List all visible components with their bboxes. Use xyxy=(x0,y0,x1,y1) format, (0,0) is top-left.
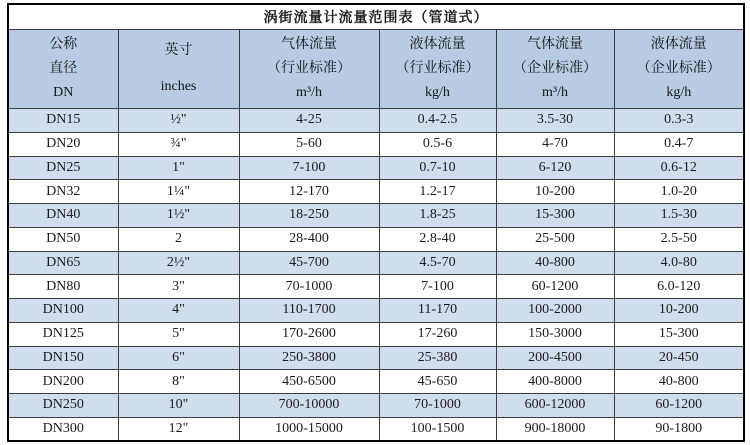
header-liquid-industry xyxy=(379,30,496,109)
table-row xyxy=(8,275,744,299)
dn-cell: DN15 xyxy=(8,109,118,133)
table-row xyxy=(8,417,744,441)
liquid-industry-cell: 0.5-6 xyxy=(379,132,496,156)
header-gas-industry-line1: 气体流量 xyxy=(281,37,337,52)
header-inches-line1: 英寸 xyxy=(164,43,193,58)
gas-enterprise-cell: 60-1200 xyxy=(496,275,614,299)
dn-cell: DN25 xyxy=(8,156,118,180)
gas-industry-cell: 170-2600 xyxy=(239,322,379,346)
gas-industry-cell: 700-10000 xyxy=(239,394,379,418)
dn-cell: DN100 xyxy=(8,299,118,323)
header-gas-enterprise xyxy=(496,30,614,109)
dn-cell: DN32 xyxy=(8,180,118,204)
inches-cell: 5" xyxy=(118,322,239,346)
inches-cell: 1¼" xyxy=(118,180,239,204)
liquid-industry-cell: 1.8-25 xyxy=(379,204,496,228)
liquid-enterprise-cell: 1.0-20 xyxy=(614,180,744,204)
inches-cell: 6" xyxy=(118,346,239,370)
gas-enterprise-cell: 200-4500 xyxy=(496,346,614,370)
gas-industry-cell: 5-60 xyxy=(239,132,379,156)
gas-industry-cell: 110-1700 xyxy=(239,299,379,323)
liquid-industry-cell: 11-170 xyxy=(379,299,496,323)
table-row xyxy=(8,322,744,346)
liquid-enterprise-cell: 90-1800 xyxy=(614,417,744,441)
inches-cell: 2 xyxy=(118,227,239,251)
inches-cell: 10" xyxy=(118,394,239,418)
gas-enterprise-cell: 400-8000 xyxy=(496,370,614,394)
header-liquid-enterprise xyxy=(614,30,744,109)
liquid-enterprise-cell: 15-300 xyxy=(614,322,744,346)
liquid-enterprise-cell: 40-800 xyxy=(614,370,744,394)
gas-enterprise-cell: 6-120 xyxy=(496,156,614,180)
gas-industry-cell: 450-6500 xyxy=(239,370,379,394)
dn-cell: DN125 xyxy=(8,322,118,346)
header-liquid-industry-line1: 液体流量 xyxy=(409,37,466,52)
liquid-industry-cell: 2.8-40 xyxy=(379,227,496,251)
dn-cell: DN250 xyxy=(8,394,118,418)
liquid-industry-cell: 100-1500 xyxy=(379,417,496,441)
liquid-industry-cell: 1.2-17 xyxy=(379,180,496,204)
liquid-enterprise-cell: 0.4-7 xyxy=(614,132,744,156)
inches-cell: 1½" xyxy=(118,204,239,228)
dn-cell: DN65 xyxy=(8,251,118,275)
inches-cell: ½" xyxy=(118,109,239,133)
header-liquid-enterprise-line2: （企业标准） xyxy=(636,61,721,76)
inches-cell: 1" xyxy=(118,156,239,180)
gas-enterprise-cell: 4-70 xyxy=(496,132,614,156)
gas-industry-cell: 7-100 xyxy=(239,156,379,180)
inches-cell: 12" xyxy=(118,417,239,441)
gas-enterprise-cell: 3.5-30 xyxy=(496,109,614,133)
table-row xyxy=(8,346,744,370)
gas-industry-cell: 4-25 xyxy=(239,109,379,133)
header-dn-line3: DN xyxy=(53,85,74,100)
table-title: 涡街流量计流量范围表（管道式） xyxy=(8,4,744,30)
dn-cell: DN20 xyxy=(8,132,118,156)
header-liquid-enterprise-unit: kg/h xyxy=(666,85,692,100)
gas-enterprise-cell: 900-18000 xyxy=(496,417,614,441)
header-liquid-industry-line2: （行业标准） xyxy=(395,61,480,76)
header-gas-industry-unit: m³/h xyxy=(296,85,322,100)
liquid-enterprise-cell: 20-450 xyxy=(614,346,744,370)
liquid-industry-cell: 0.4-2.5 xyxy=(379,109,496,133)
header-gas-enterprise-unit: m³/h xyxy=(542,85,568,100)
gas-enterprise-cell: 150-3000 xyxy=(496,322,614,346)
header-dn xyxy=(8,30,118,109)
liquid-enterprise-cell: 10-200 xyxy=(614,299,744,323)
gas-industry-cell: 45-700 xyxy=(239,251,379,275)
flow-range-table xyxy=(7,3,745,442)
liquid-industry-cell: 0.7-10 xyxy=(379,156,496,180)
inches-cell: 8" xyxy=(118,370,239,394)
inches-cell: ¾" xyxy=(118,132,239,156)
table-row xyxy=(8,204,744,228)
liquid-enterprise-cell: 0.3-3 xyxy=(614,109,744,133)
liquid-industry-cell: 4.5-70 xyxy=(379,251,496,275)
table-row xyxy=(8,227,744,251)
liquid-industry-cell: 45-650 xyxy=(379,370,496,394)
table-row xyxy=(8,109,744,133)
gas-industry-cell: 250-3800 xyxy=(239,346,379,370)
header-gas-industry-line2: （行业标准） xyxy=(267,61,351,76)
liquid-industry-cell: 25-380 xyxy=(379,346,496,370)
gas-enterprise-cell: 15-300 xyxy=(496,204,614,228)
liquid-enterprise-cell: 60-1200 xyxy=(614,394,744,418)
liquid-enterprise-cell: 6.0-120 xyxy=(614,275,744,299)
inches-cell: 2½" xyxy=(118,251,239,275)
inches-cell: 3" xyxy=(118,275,239,299)
liquid-enterprise-cell: 1.5-30 xyxy=(614,204,744,228)
dn-cell: DN200 xyxy=(8,370,118,394)
inches-cell: 4" xyxy=(118,299,239,323)
header-gas-enterprise-line2: （企业标准） xyxy=(513,61,597,76)
table-row xyxy=(8,370,744,394)
dn-cell: DN150 xyxy=(8,346,118,370)
liquid-enterprise-cell: 2.5-50 xyxy=(614,227,744,251)
table-row xyxy=(8,132,744,156)
liquid-industry-cell: 7-100 xyxy=(379,275,496,299)
gas-industry-cell: 18-250 xyxy=(239,204,379,228)
header-gas-enterprise-line1: 气体流量 xyxy=(527,37,583,52)
liquid-enterprise-cell: 0.6-12 xyxy=(614,156,744,180)
header-gas-industry xyxy=(239,30,379,109)
header-liquid-enterprise-line1: 液体流量 xyxy=(650,37,707,52)
header-inches-line2: inches xyxy=(160,79,197,94)
liquid-industry-cell: 17-260 xyxy=(379,322,496,346)
gas-enterprise-cell: 600-12000 xyxy=(496,394,614,418)
dn-cell: DN40 xyxy=(8,204,118,228)
table-row xyxy=(8,299,744,323)
gas-enterprise-cell: 10-200 xyxy=(496,180,614,204)
dn-cell: DN50 xyxy=(8,227,118,251)
table-row xyxy=(8,251,744,275)
header-row xyxy=(8,30,744,109)
gas-industry-cell: 12-170 xyxy=(239,180,379,204)
gas-industry-cell: 70-1000 xyxy=(239,275,379,299)
table-row xyxy=(8,156,744,180)
gas-enterprise-cell: 40-800 xyxy=(496,251,614,275)
dn-cell: DN80 xyxy=(8,275,118,299)
liquid-industry-cell: 70-1000 xyxy=(379,394,496,418)
header-liquid-industry-unit: kg/h xyxy=(425,85,450,100)
header-dn-line1: 公称 xyxy=(49,37,78,52)
gas-industry-cell: 28-400 xyxy=(239,227,379,251)
gas-industry-cell: 1000-15000 xyxy=(239,417,379,441)
header-inches xyxy=(118,30,239,109)
gas-enterprise-cell: 100-2000 xyxy=(496,299,614,323)
dn-cell: DN300 xyxy=(8,417,118,441)
title-row xyxy=(8,4,744,30)
table-row xyxy=(8,394,744,418)
gas-enterprise-cell: 25-500 xyxy=(496,227,614,251)
liquid-enterprise-cell: 4.0-80 xyxy=(614,251,744,275)
header-dn-line2: 直径 xyxy=(49,61,78,76)
table-row xyxy=(8,180,744,204)
